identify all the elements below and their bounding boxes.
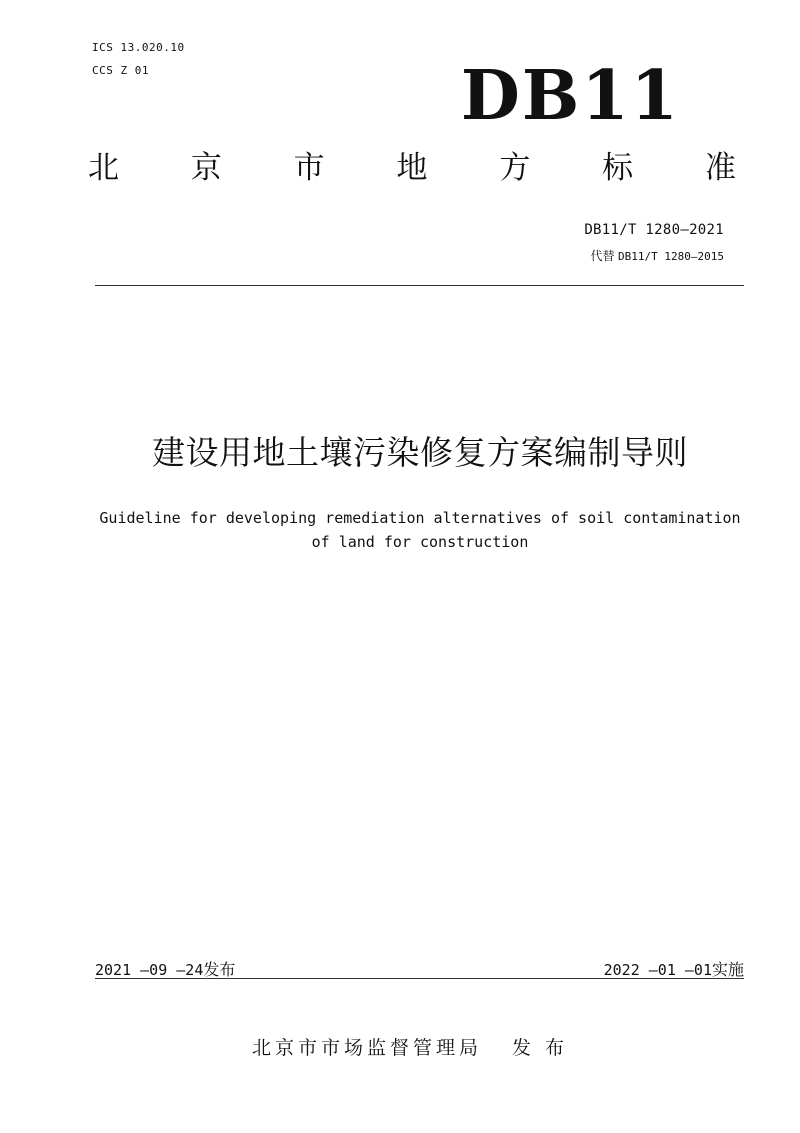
publisher — [0, 1033, 800, 1060]
standard-type-char: 地 — [396, 150, 428, 186]
replaces-line — [591, 247, 724, 264]
ics-code: ICS 13.020.10 — [92, 41, 185, 54]
implementation-date-label: 实施 — [711, 960, 744, 979]
standard-type-char: 准 — [704, 150, 736, 186]
standard-type-heading — [88, 150, 736, 186]
implementation-date-value: 2022 —01 —01 — [603, 961, 712, 979]
issue-date — [95, 957, 235, 980]
top-divider — [95, 285, 744, 286]
standard-type-char: 京 — [190, 150, 222, 186]
standard-type-char: 市 — [293, 150, 325, 186]
publisher-name: 北京市市场监督管理局 — [251, 1037, 482, 1059]
title-chinese: 建设用地土壤污染修复方案编制导则 — [152, 433, 688, 472]
publisher-action: 发 布 — [511, 1037, 569, 1059]
standard-type-char: 北 — [88, 150, 119, 186]
implementation-date — [604, 957, 744, 980]
standard-code: DB11/T 1280—2021 — [584, 222, 724, 238]
bottom-divider — [95, 978, 744, 979]
standard-type-char: 方 — [499, 150, 531, 186]
title-english — [80, 506, 760, 554]
title-english-line: Guideline for developing remediation alternatives of soil contamination — [99, 509, 741, 527]
replaces-label: 代替 — [590, 249, 615, 263]
ccs-code: CCS Z 01 — [92, 64, 149, 77]
standard-type-char: 标 — [602, 150, 634, 186]
issue-date-label: 发布 — [203, 960, 236, 979]
issue-date-value: 2021 —09 —24 — [95, 961, 204, 979]
db11-logo: DB11 — [460, 56, 680, 136]
replaces-code: DB11/T 1280—2015 — [618, 250, 724, 263]
title-english-line: of land for construction — [311, 533, 529, 551]
